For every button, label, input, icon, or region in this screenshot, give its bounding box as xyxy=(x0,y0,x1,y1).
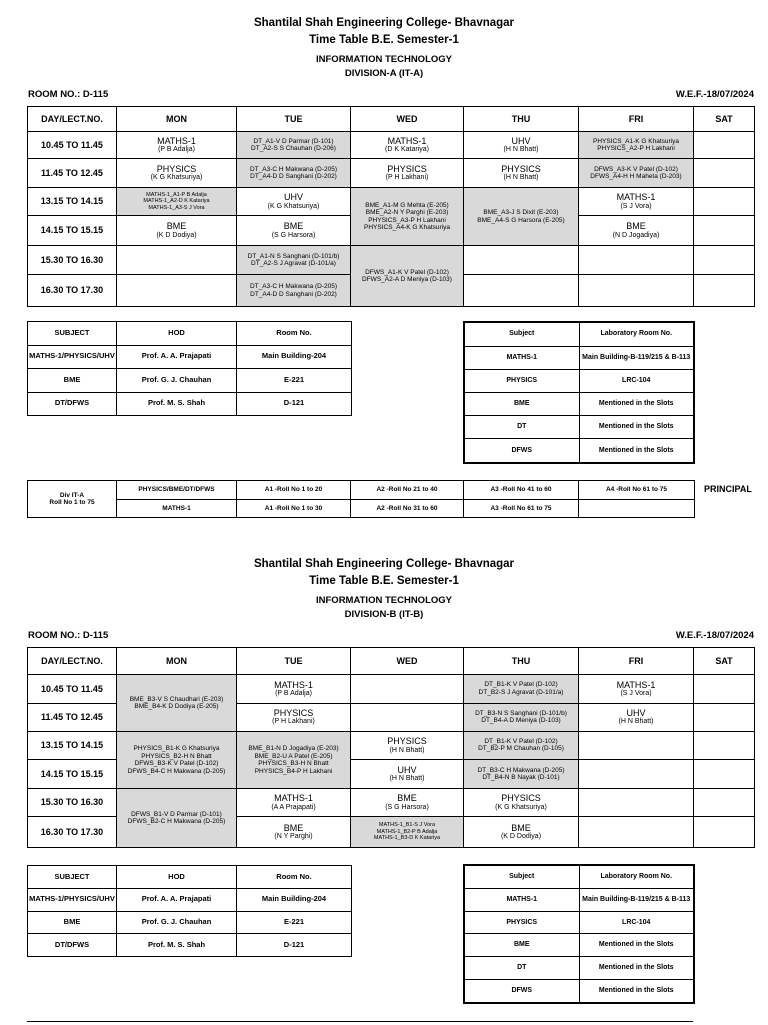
subject-code: MATHS-1 xyxy=(616,679,656,690)
subject-code: MATHS-1 xyxy=(387,135,427,146)
slot-label: 10.45 TO 11.45 xyxy=(28,132,117,159)
instructor: (K G Khatsuriya) xyxy=(267,202,320,210)
roll-subject: MATHS-1 xyxy=(117,499,237,518)
wef-date: W.E.F.-18/07/2024 xyxy=(675,89,754,100)
subject-code: PHYSICS xyxy=(273,707,314,718)
empty-cell xyxy=(694,731,755,759)
empty-cell xyxy=(117,246,237,275)
lecture-cell xyxy=(351,789,464,816)
lecture-cell xyxy=(464,132,579,159)
col-header-mon: MON xyxy=(117,107,237,132)
slot-label: 14.15 TO 15.15 xyxy=(28,216,117,246)
hod-header-room: Room No. xyxy=(237,322,352,346)
lab-header-subject: Subject xyxy=(464,865,579,889)
roll-batch: A3 -Roll No 61 to 75 xyxy=(464,499,579,518)
lecture-cell xyxy=(351,132,464,159)
empty-cell xyxy=(579,816,694,847)
empty-cell xyxy=(694,789,755,816)
lecture-cell xyxy=(351,159,464,188)
col-header-fri: FRI xyxy=(579,648,694,675)
lecture-cell xyxy=(117,159,237,188)
subject-code: MATHS-1 xyxy=(616,192,656,203)
timetable-b xyxy=(27,647,755,848)
college-name: Shantilal Shah Engineering College- Bhavnagar xyxy=(253,558,515,570)
empty-cell xyxy=(579,246,694,275)
roll-batch: A3 -Roll No 41 to 60 xyxy=(464,481,579,500)
col-header-mon: MON xyxy=(117,648,237,675)
empty-cell xyxy=(694,188,755,216)
lecture-cell xyxy=(464,816,579,847)
hod-subject: BME xyxy=(28,369,117,393)
hod-room: D-121 xyxy=(237,392,352,416)
lab-room: Mentioned in the Slots xyxy=(579,392,694,415)
instructor: (S J Vora) xyxy=(620,202,652,210)
lab-room: Main Building-B-119/215 & B-113 xyxy=(579,346,694,369)
empty-cell xyxy=(694,216,755,246)
hod-name: Prof. A. A. Prajapati xyxy=(117,345,237,369)
division-title: DIVISION-A (IT-A) xyxy=(344,68,424,79)
lab-batch-cell: DT_B1-K V Patel (D-102) DT_B2-S J Agravat (D-101/a) xyxy=(464,675,579,703)
lecture-cell xyxy=(237,675,351,703)
lab-header-room: Laboratory Room No. xyxy=(579,322,694,346)
col-header-sat: SAT xyxy=(694,648,755,675)
hod-header-hod: HOD xyxy=(117,866,237,889)
instructor: (A A Prajapati) xyxy=(271,803,316,811)
lab-subject: BME xyxy=(464,934,579,957)
hod-header-subject: SUBJECT xyxy=(28,322,117,346)
instructor: (N Y Parghi) xyxy=(274,832,313,840)
instructor: (H N Bhatt) xyxy=(389,775,425,783)
hod-header-subject: SUBJECT xyxy=(28,866,117,889)
principal-label: PRINCIPAL xyxy=(704,484,752,494)
lab-batch-cell: PHYSICS_B1-K G Khatsuriya PHYSICS_B2-H N Bhatt DFWS_B3-K V Patel (D-102) DFWS_B4-C H Makwana (D-205) xyxy=(117,731,237,789)
subject-code: BME xyxy=(283,822,304,833)
lab-subject: MATHS-1 xyxy=(464,889,579,912)
division-title: DIVISION-B (IT-B) xyxy=(344,609,424,620)
hod-name: Prof. G. J. Chauhan xyxy=(117,369,237,393)
slot-label: 15.30 TO 16.30 xyxy=(28,789,117,816)
lab-room: Mentioned in the Slots xyxy=(579,979,694,1003)
lab-subject: DT xyxy=(464,416,579,439)
slot-label: 16.30 TO 17.30 xyxy=(28,816,117,847)
subject-code: MATHS-1 xyxy=(274,679,313,690)
subject-code: UHV xyxy=(397,765,417,776)
lab-batch-cell: BME_B1-N D Jogadiya (E-203) BME_B2-U A Patel (E-205) PHYSICS_B3-H N Bhatt PHYSICS_B4-P H Lakhani xyxy=(237,731,351,789)
empty-cell xyxy=(579,731,694,759)
lab-subject: DFWS xyxy=(464,979,579,1003)
empty-cell xyxy=(579,760,694,789)
col-header-thu: THU xyxy=(464,648,579,675)
hod-name: Prof. M. S. Shah xyxy=(117,934,237,957)
empty-cell xyxy=(694,132,755,159)
empty-cell xyxy=(694,675,755,703)
subject-code: PHYSICS xyxy=(387,736,427,747)
lecture-cell xyxy=(117,216,237,246)
subject-code: BME xyxy=(166,221,187,232)
subject-code: UHV xyxy=(283,192,303,203)
subject-code: PHYSICS xyxy=(501,163,541,174)
lecture-cell xyxy=(464,789,579,816)
empty-cell xyxy=(694,246,755,275)
subject-code: PHYSICS xyxy=(156,163,197,174)
lecture-cell xyxy=(237,188,351,216)
lab-batch-cell: BME_B3-V S Chaudhari (E-203) BME_B4-K D Dodiya (E-205) xyxy=(117,675,237,732)
lab-batch-cell: BME_A1-M G Mehta (E-205) BME_A2-N Y Parghi (E-203) PHYSICS_A3-P H Lakhani PHYSICS_A4-K G Khatsuriya xyxy=(351,188,464,246)
subject-code: PHYSICS xyxy=(387,163,427,174)
lecture-cell xyxy=(237,216,351,246)
lab-batch-cell: DT_B1-K V Patel (D-102) DT_B2-P M Chauhan (D-105) xyxy=(464,731,579,759)
instructor: (K G Khatsuriya) xyxy=(150,174,203,182)
empty-cell xyxy=(694,159,755,188)
lab-batch-cell: PHYSICS_A1-K G Khatsuriya PHYSICS_A2-P H Lakhani xyxy=(579,132,694,159)
lab-batch-cell: DT_A3-C H Makwana (D-205) DT_A4-D D Sanghani (D-202) xyxy=(237,275,351,307)
instructor: (S G Harsora) xyxy=(385,803,429,811)
roll-batch: A1 -Roll No 1 to 30 xyxy=(237,499,351,518)
lab-subject: BME xyxy=(464,392,579,415)
slot-label: 10.45 TO 11.45 xyxy=(28,675,117,703)
lecture-cell xyxy=(464,159,579,188)
instructor: (K D Dodiya) xyxy=(156,231,197,239)
lab-batch-cell: DFWS_A1-K V Patel (D-102) DFWS_A2-A D Meniya (D-103) xyxy=(351,246,464,307)
instructor: (S J Vora) xyxy=(620,690,652,698)
instructor: (S G Harsora) xyxy=(271,231,316,239)
division-roll-label: Div IT-A Roll No 1 to 75 xyxy=(28,481,117,518)
hod-room: Main Building-204 xyxy=(237,345,352,369)
timetable-a xyxy=(27,106,755,307)
lab-batch-cell: DT_B3-C H Makwana (D-205) DT_B4-N B Nayak (D-101) xyxy=(464,760,579,789)
subject-code: BME xyxy=(283,221,304,232)
slot-label: 13.15 TO 14.15 xyxy=(28,731,117,759)
branch-title: INFORMATION TECHNOLOGY xyxy=(316,54,452,65)
room-number: ROOM NO.: D-115 xyxy=(28,89,109,100)
lab-batch-cell: BME_A3-J S Dixit (E-203) BME_A4-S G Harsora (E-205) xyxy=(464,188,579,246)
lecture-cell xyxy=(579,216,694,246)
instructor: (H N Bhatt) xyxy=(618,718,654,726)
instructor: (P B Adalja) xyxy=(158,146,195,154)
col-header-wed: WED xyxy=(351,107,464,132)
subject-code: UHV xyxy=(511,135,531,146)
roll-batch: A4 -Roll No 61 to 75 xyxy=(579,481,695,500)
lab-batch-cell: MATHS-1_B1-S J Vora MATHS-1_B2-P B Adalja MATHS-1_B3-D K Katariya xyxy=(351,816,464,847)
hod-subject: DT/DFWS xyxy=(28,934,117,957)
empty-cell xyxy=(694,760,755,789)
roll-batch xyxy=(579,499,695,518)
hod-name: Prof. G. J. Chauhan xyxy=(117,911,237,934)
room-number: ROOM NO.: D-115 xyxy=(28,630,109,641)
col-header-sat: SAT xyxy=(694,107,755,132)
subject-code: BME xyxy=(626,221,646,232)
lab-room: Main Building-B-119/215 & B-113 xyxy=(579,889,694,912)
hod-table-b xyxy=(27,865,352,957)
col-header-day: DAY/LECT.NO. xyxy=(28,107,117,132)
instructor: (H N Bhatt) xyxy=(389,746,425,754)
slot-label: 13.15 TO 14.15 xyxy=(28,188,117,216)
lab-batch-cell: DFWS_A3-K V Patel (D-102) DFWS_A4-H H Maheta (D-203) xyxy=(579,159,694,188)
college-name: Shantilal Shah Engineering College- Bhavnagar xyxy=(253,17,515,29)
subject-code: PHYSICS xyxy=(501,793,541,804)
lab-table-a xyxy=(463,321,695,464)
empty-cell xyxy=(351,675,464,703)
lab-room: Mentioned in the Slots xyxy=(579,439,694,463)
roll-subject: PHYSICS/BME/DT/DFWS xyxy=(117,481,237,500)
lab-header-subject: Subject xyxy=(464,322,579,346)
empty-cell xyxy=(694,816,755,847)
instructor: (K D Dodiya) xyxy=(500,832,542,840)
col-header-wed: WED xyxy=(351,648,464,675)
lab-header-room: Laboratory Room No. xyxy=(579,865,694,889)
slot-label: 15.30 TO 16.30 xyxy=(28,246,117,275)
lab-table-b xyxy=(463,864,695,1004)
empty-cell xyxy=(579,275,694,307)
lab-batch-cell: DT_A1-N S Sanghani (D-101/b) DT_A2-S J Agravat (D-101/a) xyxy=(237,246,351,275)
lecture-cell xyxy=(579,703,694,731)
empty-cell xyxy=(351,703,464,731)
lab-room: LRC-104 xyxy=(579,369,694,392)
hod-subject: DT/DFWS xyxy=(28,392,117,416)
hod-room: D-121 xyxy=(237,934,352,957)
lab-subject: DFWS xyxy=(464,439,579,463)
subject-code: MATHS-1 xyxy=(157,135,196,146)
lab-batch-cell: DT_B3-N S Sanghani (D-101/b) DT_B4-A D Meniya (D-103) xyxy=(464,703,579,731)
instructor: (P H Lakhani) xyxy=(272,718,315,726)
subject-code: BME xyxy=(397,793,417,804)
timetable-title: Time Table B.E. Semester-1 xyxy=(309,575,459,587)
wef-date: W.E.F.-18/07/2024 xyxy=(675,630,754,641)
empty-cell xyxy=(117,275,237,307)
empty-cell xyxy=(464,246,579,275)
lecture-cell xyxy=(117,132,237,159)
lab-room: Mentioned in the Slots xyxy=(579,416,694,439)
col-header-day: DAY/LECT.NO. xyxy=(28,648,117,675)
instructor: (P H Lakhani) xyxy=(385,174,429,182)
lecture-cell xyxy=(579,188,694,216)
hod-header-room: Room No. xyxy=(237,866,352,889)
timetable-title: Time Table B.E. Semester-1 xyxy=(309,34,459,46)
lab-room: Mentioned in the Slots xyxy=(579,934,694,957)
slot-label: 11.45 TO 12.45 xyxy=(28,703,117,731)
lecture-cell xyxy=(351,731,464,759)
roll-batch: A2 -Roll No 31 to 60 xyxy=(351,499,464,518)
hod-subject: MATHS-1/PHYSICS/UHV xyxy=(28,888,117,911)
col-header-thu: THU xyxy=(464,107,579,132)
lab-batch-cell: DFWS_B1-V D Parmar (D-101) DFWS_B2-C H Makwana (D-205) xyxy=(117,789,237,848)
instructor: (P B Adalja) xyxy=(275,690,312,698)
lab-subject: MATHS-1 xyxy=(464,346,579,369)
empty-cell xyxy=(694,275,755,307)
lab-subject: PHYSICS xyxy=(464,369,579,392)
empty-cell xyxy=(579,789,694,816)
subject-code: BME xyxy=(511,822,531,833)
slot-label: 14.15 TO 15.15 xyxy=(28,760,117,789)
subject-code: UHV xyxy=(626,707,646,718)
hod-room: E-221 xyxy=(237,911,352,934)
col-header-tue: TUE xyxy=(237,648,351,675)
roll-table-cutoff xyxy=(27,1021,693,1025)
hod-subject: MATHS-1/PHYSICS/UHV xyxy=(28,345,117,369)
hod-name: Prof. A. A. Prajapati xyxy=(117,888,237,911)
lecture-cell xyxy=(237,816,351,847)
instructor: (H N Bhatt) xyxy=(503,174,539,182)
empty-cell xyxy=(694,703,755,731)
lab-batch-cell: MATHS-1_A1-P B Adalja MATHS-1_A2-D K Katariya MATHS-1_A3-S J Vora xyxy=(117,188,237,216)
hod-table-a xyxy=(27,321,352,416)
lab-batch-cell: DT_A1-V D Parmar (D-101) DT_A2-S S Chauhan (D-206) xyxy=(237,132,351,159)
roll-table xyxy=(27,480,695,518)
branch-title: INFORMATION TECHNOLOGY xyxy=(316,595,452,606)
instructor: (D K Katariya) xyxy=(385,146,429,154)
hod-name: Prof. M. S. Shah xyxy=(117,392,237,416)
col-header-fri: FRI xyxy=(579,107,694,132)
roll-batch: A1 -Roll No 1 to 20 xyxy=(237,481,351,500)
roll-batch: A2 -Roll No 21 to 40 xyxy=(351,481,464,500)
lab-batch-cell: DT_A3-C H Makwana (D-205) DT_A4-D D Sanghani (D-202) xyxy=(237,159,351,188)
lecture-cell xyxy=(237,789,351,816)
lab-subject: PHYSICS xyxy=(464,911,579,934)
lab-room: LRC-104 xyxy=(579,911,694,934)
slot-label: 11.45 TO 12.45 xyxy=(28,159,117,188)
lab-subject: DT xyxy=(464,957,579,980)
empty-cell xyxy=(464,275,579,307)
instructor: (N D Jogadiya) xyxy=(612,231,660,239)
hod-header-hod: HOD xyxy=(117,322,237,346)
slot-label: 16.30 TO 17.30 xyxy=(28,275,117,307)
lab-room: Mentioned in the Slots xyxy=(579,957,694,980)
lecture-cell xyxy=(579,675,694,703)
col-header-tue: TUE xyxy=(237,107,351,132)
lecture-cell xyxy=(351,760,464,789)
instructor: (H N Bhatt) xyxy=(503,146,539,154)
instructor: (K G Khatsuriya) xyxy=(495,803,547,811)
hod-room: E-221 xyxy=(237,369,352,393)
lecture-cell xyxy=(237,703,351,731)
hod-room: Main Building-204 xyxy=(237,888,352,911)
subject-code: MATHS-1 xyxy=(274,793,313,804)
hod-subject: BME xyxy=(28,911,117,934)
